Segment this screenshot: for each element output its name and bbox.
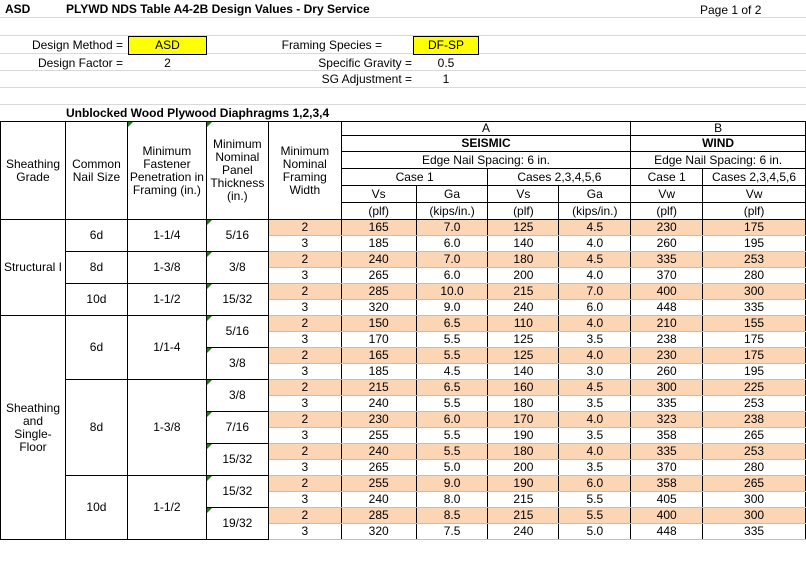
cell-ga-case1: 5.5 [416,348,488,364]
cell-vw-cases: 280 [703,268,806,284]
cell-width: 3 [268,236,341,252]
cell-ga-cases: 4.0 [559,268,631,284]
col-header-penetration-text: Minimum Fastener Penetration in Framing (in.) [129,143,204,197]
cell-vw-case1: 323 [631,412,703,428]
cell-ga-case1: 5.0 [416,460,488,476]
cell-vs-cases: 240 [488,300,559,316]
cell-vw-cases: 300 [703,492,806,508]
cell-thickness: 5/16 [206,316,268,348]
cell-vw-cases: 335 [703,524,806,540]
cell-vw-case1: 230 [631,348,703,364]
cell-ga-cases: 4.0 [559,316,631,332]
cell-ga-cases: 4.5 [559,252,631,268]
design-method-label: Design Method = [31,38,123,52]
cell-thickness: 3/8 [206,348,268,380]
table-row [1,476,806,492]
sg-adjustment-label: SG Adjustment = [321,72,412,86]
cell-ga-cases: 6.0 [559,300,631,316]
edge-spacing-a: Edge Nail Spacing: 6 in. [341,152,630,169]
cell-width: 3 [268,364,341,380]
cell-vs-case1: 320 [341,524,416,540]
page-indicator: Page 1 of 2 [700,3,762,17]
cell-vw-cases: 155 [703,316,806,332]
col-header-thickness [206,122,268,220]
cell-vs-cases: 180 [488,396,559,412]
ga1-header: Ga [416,186,488,203]
cell-ga-cases: 5.5 [559,508,631,524]
cell-ga-case1: 9.0 [416,476,488,492]
col-header-penetration [127,122,206,220]
cell-penetration: 1-1/4 [127,220,206,252]
cell-penetration: 1-3/8 [127,252,206,284]
cell-vw-case1: 370 [631,268,703,284]
cell-vw-case1: 260 [631,236,703,252]
cell-ga-case1: 7.0 [416,252,488,268]
section-title: Unblocked Wood Plywood Diaphragms 1,2,3,4 [66,106,330,120]
cell-nail: 10d [65,284,127,316]
cell-width: 2 [268,412,341,428]
cell-vw-cases: 253 [703,444,806,460]
cell-width: 2 [268,380,341,396]
cell-vw-cases: 253 [703,252,806,268]
cell-ga-case1: 5.5 [416,428,488,444]
cell-width: 2 [268,220,341,236]
unit-plf: (plf) [703,203,806,220]
cell-thickness: 3/8 [206,252,268,284]
cell-nail: 6d [65,316,127,380]
specific-gravity-label: Specific Gravity = [318,56,412,70]
cell-vs-cases: 215 [488,508,559,524]
wind-header: WIND [631,136,806,152]
cell-width: 2 [268,476,341,492]
unit-plf: (plf) [488,203,559,220]
cell-vw-case1: 230 [631,220,703,236]
cell-vs-case1: 255 [341,428,416,444]
cell-width: 3 [268,460,341,476]
cell-vs-cases: 240 [488,524,559,540]
cell-width: 3 [268,524,341,540]
cell-vs-case1: 255 [341,476,416,492]
cell-width: 2 [268,284,341,300]
cell-ga-case1: 6.0 [416,268,488,284]
cell-width: 3 [268,332,341,348]
cell-vs-cases: 125 [488,348,559,364]
ga2-header: Ga [559,186,631,203]
cell-ga-case1: 6.5 [416,316,488,332]
cell-nail: 6d [65,220,127,252]
cell-ga-case1: 5.5 [416,396,488,412]
cell-ga-cases: 7.0 [559,284,631,300]
cell-vs-case1: 285 [341,508,416,524]
cell-ga-case1: 6.0 [416,412,488,428]
cell-vs-cases: 200 [488,268,559,284]
cell-vs-case1: 265 [341,268,416,284]
cell-vw-case1: 358 [631,476,703,492]
cell-vw-case1: 405 [631,492,703,508]
cell-vs-case1: 165 [341,220,416,236]
cell-vs-case1: 320 [341,300,416,316]
cell-ga-cases: 3.5 [559,428,631,444]
cell-vw-case1: 358 [631,428,703,444]
unit-kips: (kips/in.) [416,203,488,220]
cell-width: 3 [268,300,341,316]
cell-vw-case1: 370 [631,460,703,476]
cell-ga-cases: 3.5 [559,332,631,348]
framing-species-input[interactable]: DF-SP [413,36,479,55]
cell-nail: 8d [65,252,127,284]
design-factor-value: 2 [164,56,171,70]
cell-penetration: 1-1/2 [127,476,206,540]
cell-vw-cases: 300 [703,284,806,300]
table-row [1,316,806,332]
cell-ga-cases: 6.0 [559,476,631,492]
vw1-header: Vw [631,186,703,203]
cell-nail: 10d [65,476,127,540]
cell-vs-case1: 230 [341,412,416,428]
cell-vs-case1: 185 [341,236,416,252]
cell-width: 2 [268,508,341,524]
cell-vs-case1: 170 [341,332,416,348]
cell-ga-cases: 4.0 [559,236,631,252]
cases-a: Cases 2,3,4,5,6 [488,169,631,186]
cell-vw-cases: 175 [703,332,806,348]
design-factor-label: Design Factor = [37,56,123,70]
cell-penetration: 1-1/2 [127,284,206,316]
cell-vw-case1: 448 [631,300,703,316]
cell-thickness: 15/32 [206,476,268,508]
case1-a: Case 1 [341,169,488,186]
cell-vs-cases: 140 [488,236,559,252]
cell-ga-cases: 3.5 [559,460,631,476]
cell-vw-case1: 335 [631,396,703,412]
cell-ga-case1: 8.0 [416,492,488,508]
cell-width: 2 [268,316,341,332]
col-header-grade: Sheathing Grade [1,122,66,220]
cell-thickness: 3/8 [206,380,268,412]
cell-grade: Structural I [1,220,66,316]
cell-ga-case1: 6.5 [416,380,488,396]
cell-vs-cases: 190 [488,428,559,444]
cell-thickness: 15/32 [206,444,268,476]
cell-vw-case1: 335 [631,444,703,460]
cell-vw-cases: 238 [703,412,806,428]
cell-thickness: 15/32 [206,284,268,316]
table-row [1,252,806,268]
cell-ga-case1: 8.5 [416,508,488,524]
cell-vw-case1: 335 [631,252,703,268]
cell-vw-cases: 280 [703,460,806,476]
cell-vw-cases: 300 [703,508,806,524]
cell-vw-case1: 400 [631,284,703,300]
cell-ga-cases: 4.0 [559,444,631,460]
cell-thickness: 19/32 [206,508,268,540]
case1-b: Case 1 [631,169,703,186]
cell-ga-cases: 4.5 [559,380,631,396]
edge-spacing-b: Edge Nail Spacing: 6 in. [631,152,806,169]
cell-vs-cases: 200 [488,460,559,476]
specific-gravity-value: 0.5 [437,56,455,70]
table-row [1,220,806,236]
cell-vw-cases: 253 [703,396,806,412]
unit-plf: (plf) [341,203,416,220]
cell-vs-case1: 240 [341,444,416,460]
cell-vs-case1: 185 [341,364,416,380]
cell-width: 3 [268,268,341,284]
cell-vw-cases: 265 [703,428,806,444]
cell-vw-case1: 300 [631,380,703,396]
cell-ga-cases: 3.0 [559,364,631,380]
cell-vs-case1: 240 [341,396,416,412]
group-b-header: B [631,122,806,136]
cell-penetration: 1/1-4 [127,316,206,380]
cell-ga-case1: 4.5 [416,364,488,380]
cell-vs-case1: 165 [341,348,416,364]
cell-ga-case1: 7.5 [416,524,488,540]
cell-vs-cases: 125 [488,220,559,236]
cell-ga-cases: 4.5 [559,220,631,236]
cell-nail: 8d [65,380,127,476]
cell-vw-cases: 265 [703,476,806,492]
page-title: PLYWD NDS Table A4-2B Design Values - Dry Service [66,2,370,16]
cell-vw-case1: 448 [631,524,703,540]
cell-width: 3 [268,396,341,412]
cell-ga-case1: 10.0 [416,284,488,300]
asd-label: ASD [5,2,31,16]
cell-ga-cases: 5.0 [559,524,631,540]
cell-vs-case1: 285 [341,284,416,300]
framing-species-label: Framing Species = [281,38,382,52]
cell-ga-case1: 5.5 [416,444,488,460]
vs2-header: Vs [488,186,559,203]
cell-vs-case1: 150 [341,316,416,332]
cell-vs-cases: 140 [488,364,559,380]
cell-width: 2 [268,252,341,268]
cell-ga-cases: 4.0 [559,348,631,364]
cell-vw-cases: 225 [703,380,806,396]
cell-grade: Sheathing and Single-Floor [1,316,66,540]
cell-thickness: 7/16 [206,412,268,444]
cell-ga-case1: 6.0 [416,236,488,252]
cell-vs-cases: 170 [488,412,559,428]
vw2-header: Vw [703,186,806,203]
cell-vs-cases: 125 [488,332,559,348]
col-header-width: Minimum Nominal Framing Width [268,122,341,220]
cell-ga-case1: 7.0 [416,220,488,236]
cell-ga-cases: 4.0 [559,412,631,428]
col-header-thickness-text: Minimum Nominal Panel Thickness (in.) [210,137,265,203]
cell-vs-cases: 190 [488,476,559,492]
cell-vs-cases: 180 [488,252,559,268]
cell-vs-cases: 215 [488,492,559,508]
group-a-header: A [341,122,630,136]
cell-vw-cases: 195 [703,236,806,252]
cases-b: Cases 2,3,4,5,6 [703,169,806,186]
cell-vs-cases: 180 [488,444,559,460]
sg-adjustment-value: 1 [442,72,450,86]
table-row [1,284,806,300]
cell-vs-cases: 160 [488,380,559,396]
cell-vs-cases: 215 [488,284,559,300]
cell-vw-case1: 400 [631,508,703,524]
cell-width: 2 [268,348,341,364]
cell-ga-case1: 9.0 [416,300,488,316]
cell-vs-case1: 265 [341,460,416,476]
cell-width: 3 [268,428,341,444]
cell-vw-case1: 238 [631,332,703,348]
cell-thickness: 5/16 [206,220,268,252]
col-header-nail: Common Nail Size [65,122,127,220]
cell-vw-cases: 335 [703,300,806,316]
unit-kips: (kips/in.) [559,203,631,220]
cell-ga-cases: 3.5 [559,396,631,412]
cell-ga-cases: 5.5 [559,492,631,508]
cell-vw-cases: 175 [703,220,806,236]
cell-vw-case1: 260 [631,364,703,380]
unit-plf: (plf) [631,203,703,220]
cell-vw-case1: 210 [631,316,703,332]
diaphragm-table [0,121,806,540]
cell-penetration: 1-3/8 [127,380,206,476]
vs1-header: Vs [341,186,416,203]
cell-vs-case1: 240 [341,252,416,268]
cell-width: 2 [268,444,341,460]
cell-vs-case1: 215 [341,380,416,396]
cell-vw-cases: 195 [703,364,806,380]
cell-vs-case1: 240 [341,492,416,508]
cell-width: 3 [268,492,341,508]
design-method-input[interactable]: ASD [128,36,207,55]
cell-vs-cases: 110 [488,316,559,332]
seismic-header: SEISMIC [341,136,630,152]
table-row [1,380,806,396]
cell-vw-cases: 175 [703,348,806,364]
cell-ga-case1: 5.5 [416,332,488,348]
